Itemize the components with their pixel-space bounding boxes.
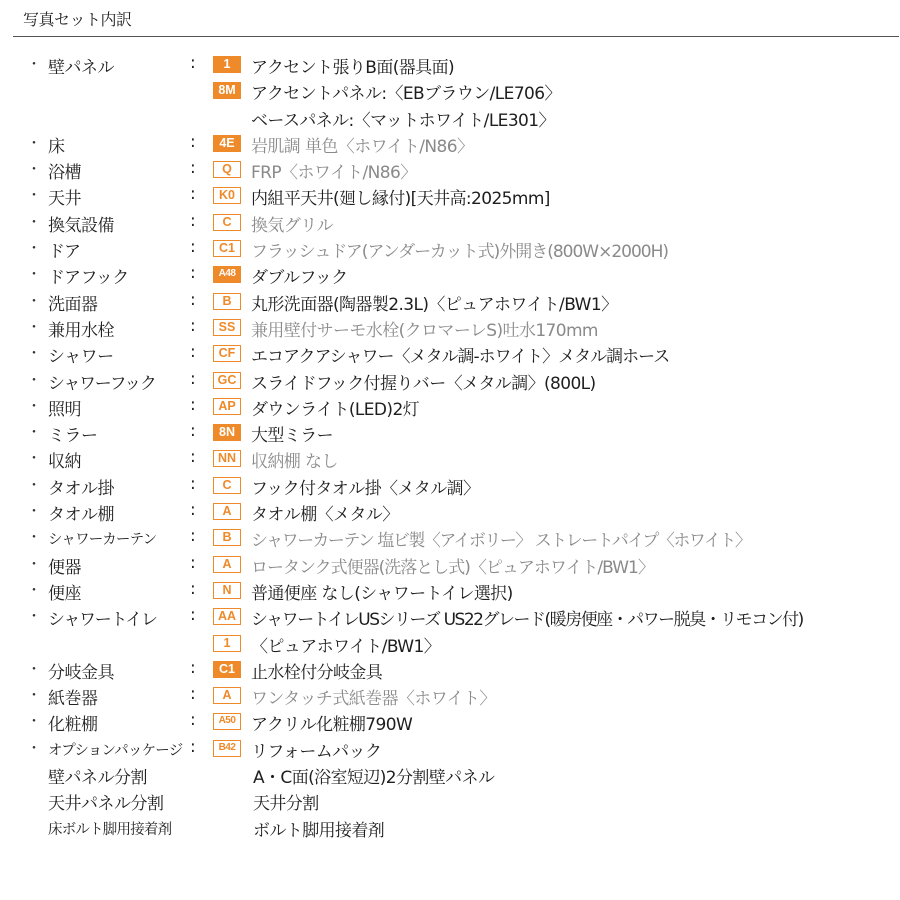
colon: :: [190, 237, 196, 258]
item-description: シャワートイレUSシリーズ US22グレード(暖房便座・パワー脱臭・リモコン付): [251, 610, 803, 631]
colon: :: [190, 710, 196, 731]
bullet: ・: [27, 556, 41, 573]
list-item: [0, 789, 900, 815]
code-badge: 1: [213, 56, 241, 73]
bullet: ・: [27, 162, 41, 179]
colon: :: [190, 184, 196, 205]
item-label: オプションパッケージ: [48, 742, 183, 759]
bullet: ・: [27, 188, 41, 205]
bullet: ・: [27, 477, 41, 494]
item-label: 壁パネル分割: [48, 768, 147, 789]
item-label: 天井パネル分割: [48, 794, 164, 815]
colon: :: [190, 526, 196, 547]
bullet: ・: [27, 398, 41, 415]
list-item: [0, 684, 900, 710]
code-badge: C1: [213, 240, 241, 257]
bullet: ・: [27, 214, 41, 231]
bullet: ・: [27, 57, 41, 73]
spec-list: [0, 53, 900, 842]
colon: :: [190, 736, 196, 757]
item-description: ワンタッチ式紙巻器〈ホワイト〉: [251, 689, 496, 710]
item-label: 便座: [48, 583, 81, 604]
bullet: ・: [27, 425, 41, 442]
colon: :: [190, 131, 196, 152]
item-label: ミラー: [48, 426, 98, 447]
bullet: ・: [27, 372, 41, 389]
colon: :: [190, 500, 196, 521]
bullet: ・: [27, 319, 41, 336]
item-description: フラッシュドア(アンダーカット式)外開き(800W×2000H): [251, 242, 669, 263]
item-label: 洗面器: [48, 294, 98, 315]
item-description: エコアクアシャワー〈メタル調-ホワイト〉メタル調ホース: [251, 347, 670, 368]
item-label: シャワートイレ: [48, 610, 157, 631]
bullet: ・: [27, 135, 41, 152]
code-badge: 8M: [213, 82, 241, 99]
code-badge: A: [213, 556, 241, 573]
item-label: 床ボルト脚用接着剤: [48, 821, 172, 838]
item-label: ドア: [48, 242, 81, 263]
list-item: [0, 342, 900, 368]
list-item: [0, 553, 900, 579]
colon: :: [190, 605, 196, 626]
code-badge: B: [213, 529, 241, 546]
colon: :: [190, 263, 196, 284]
list-item: [0, 237, 900, 263]
item-description: アクセントパネル:〈EBブラウン/LE706〉: [251, 84, 561, 105]
item-label: 床: [48, 136, 65, 157]
item-description: ベースパネル:〈マットホワイト/LE301〉: [251, 110, 555, 131]
code-badge: B: [213, 293, 241, 310]
list-item: [0, 211, 900, 237]
item-label: 照明: [48, 399, 81, 420]
list-item: [0, 632, 900, 658]
bullet: ・: [27, 582, 41, 599]
bullet: ・: [27, 740, 41, 757]
bullet: ・: [27, 688, 41, 705]
item-label: 壁パネル: [48, 58, 114, 78]
code-badge: A: [213, 503, 241, 520]
item-label: ドアフック: [48, 268, 129, 289]
colon: :: [190, 315, 196, 336]
code-badge: N: [213, 582, 241, 599]
list-item: [0, 290, 900, 316]
code-badge: K0: [213, 187, 241, 204]
list-item: [0, 421, 900, 447]
list-item: [0, 106, 900, 132]
list-item: [0, 710, 900, 736]
item-description: アクリル化粧棚790W: [251, 715, 413, 736]
colon: :: [190, 447, 196, 468]
colon: :: [190, 289, 196, 310]
colon: :: [190, 158, 196, 179]
item-description: 止水栓付分岐金具: [251, 662, 383, 683]
list-item: [0, 53, 900, 79]
list-item: [0, 447, 900, 473]
list-item: [0, 763, 900, 789]
code-badge: C: [213, 214, 241, 231]
colon: :: [190, 552, 196, 573]
code-badge: A50: [213, 713, 241, 730]
item-description: 収納棚 なし: [251, 452, 338, 473]
item-description: ボルト脚用接着剤: [253, 820, 385, 841]
colon: :: [190, 578, 196, 599]
item-description: アクセント張りB面(器具面): [251, 58, 455, 78]
item-description: タオル棚〈メタル〉: [251, 505, 399, 526]
bullet: ・: [27, 346, 41, 363]
colon: :: [190, 53, 196, 73]
code-badge: C1: [213, 661, 241, 678]
code-badge: CF: [213, 345, 241, 362]
colon: :: [190, 342, 196, 363]
item-label: 浴槽: [48, 163, 81, 184]
item-description: リフォームパック: [251, 741, 382, 762]
item-description: FRP〈ホワイト/N86〉: [251, 163, 417, 184]
page-title: 写真セット内訳: [23, 10, 132, 29]
item-description: シャワーカーテン 塩ビ製〈アイボリー〉 ストレートパイプ〈ホワイト〉: [251, 531, 751, 552]
list-item: [0, 500, 900, 526]
list-item: [0, 184, 900, 210]
colon: :: [190, 368, 196, 389]
item-label: シャワー: [48, 347, 114, 368]
bullet: ・: [27, 714, 41, 731]
title-divider: [13, 36, 899, 37]
item-label: 紙巻器: [48, 689, 98, 710]
code-badge: C: [213, 477, 241, 494]
code-badge: NN: [213, 450, 241, 467]
bullet: ・: [27, 661, 41, 678]
code-badge: AA: [213, 608, 241, 625]
item-description: 丸形洗面器(陶器製2.3L)〈ピュアホワイト/BW1〉: [251, 294, 618, 315]
list-item: [0, 474, 900, 500]
list-item: [0, 132, 900, 158]
item-label: 収納: [48, 452, 81, 473]
item-description: ダウンライト(LED)2灯: [251, 399, 420, 420]
list-item: [0, 263, 900, 289]
code-badge: GC: [213, 372, 241, 389]
list-item: [0, 658, 900, 684]
list-item: [0, 737, 900, 763]
item-label: 化粧棚: [48, 715, 98, 736]
bullet: ・: [27, 504, 41, 521]
colon: :: [190, 210, 196, 231]
list-item: [0, 395, 900, 421]
item-label: 天井: [48, 189, 81, 210]
item-description: ダブルフック: [251, 268, 348, 289]
bullet: ・: [27, 241, 41, 258]
list-item: [0, 369, 900, 395]
bullet: ・: [27, 267, 41, 284]
item-description: 大型ミラー: [251, 426, 333, 447]
bullet: ・: [27, 451, 41, 468]
item-label: シャワーカーテン: [48, 532, 157, 549]
item-label: 分岐金具: [48, 662, 114, 683]
item-label: 換気設備: [48, 215, 114, 236]
item-description: 内組平天井(廻し縁付)[天井高:2025mm]: [251, 189, 550, 210]
item-label: タオル掛: [48, 478, 114, 499]
item-description: ロータンク式便器(洗落とし式)〈ピュアホワイト/BW1〉: [251, 557, 654, 578]
item-label: 兼用水栓: [48, 320, 114, 341]
list-item: [0, 816, 900, 842]
code-badge: A48: [213, 266, 241, 283]
item-description: 岩肌調 単色〈ホワイト/N86〉: [251, 136, 474, 157]
item-label: 便器: [48, 557, 81, 578]
item-label: シャワーフック: [48, 373, 156, 394]
item-description: フック付タオル掛〈メタル調〉: [251, 478, 480, 499]
code-badge: 1: [213, 635, 241, 652]
code-badge: Q: [213, 161, 241, 178]
colon: :: [190, 394, 196, 415]
list-item: [0, 579, 900, 605]
code-badge: 8N: [213, 424, 241, 441]
bullet: ・: [27, 609, 41, 626]
list-item: [0, 605, 900, 631]
list-item: [0, 526, 900, 552]
item-label: タオル棚: [48, 505, 114, 526]
list-item: [0, 79, 900, 105]
colon: :: [190, 421, 196, 442]
code-badge: A: [213, 687, 241, 704]
code-badge: 4E: [213, 135, 241, 152]
list-item: [0, 158, 900, 184]
item-description: 〈ピュアホワイト/BW1〉: [251, 636, 441, 657]
list-item: [0, 316, 900, 342]
code-badge: B42: [213, 740, 241, 757]
bullet: ・: [27, 293, 41, 310]
code-badge: AP: [213, 398, 241, 415]
code-badge: SS: [213, 319, 241, 336]
item-description: 天井分割: [253, 794, 319, 815]
item-description: スライドフック付握りバー〈メタル調〉(800L): [251, 373, 596, 394]
item-description: 普通便座 なし(シャワートイレ選択): [251, 583, 513, 604]
colon: :: [190, 657, 196, 678]
item-description: 換気グリル: [251, 215, 333, 236]
item-description: 兼用壁付サーモ水栓(クロマーレS)吐水170mm: [251, 320, 598, 341]
item-description: A・C面(浴室短辺)2分割壁パネル: [253, 768, 495, 789]
bullet: ・: [27, 530, 41, 547]
colon: :: [190, 684, 196, 705]
colon: :: [190, 473, 196, 494]
